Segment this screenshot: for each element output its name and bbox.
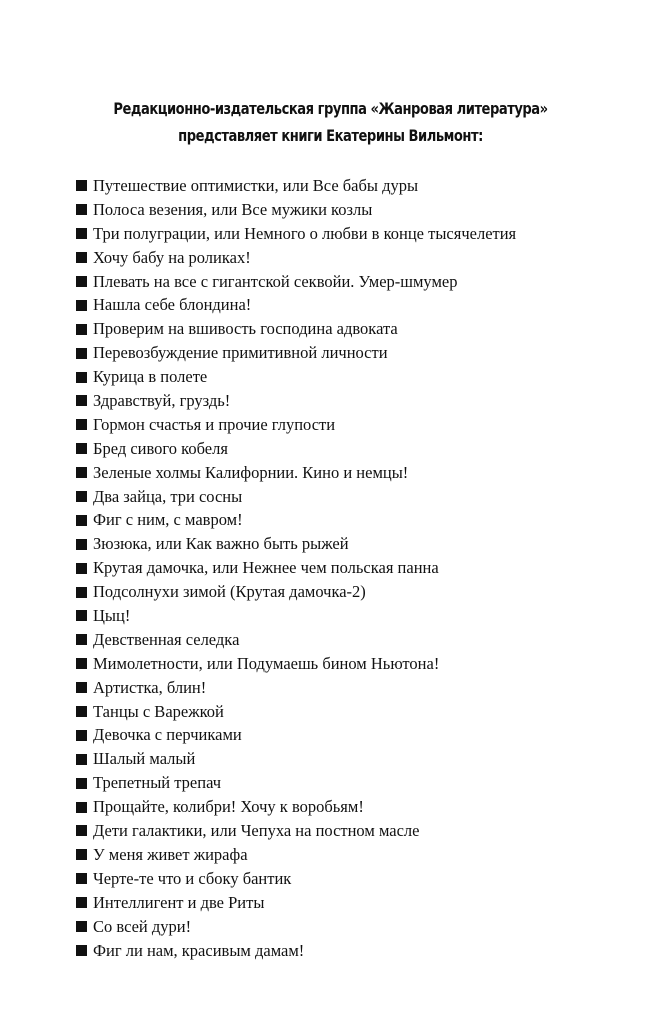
book-title: Путешествие оптимистки, или Все бабы дуры <box>93 176 419 195</box>
list-item <box>76 580 636 604</box>
list-item <box>76 293 636 317</box>
book-title: Шалый малый <box>93 749 196 769</box>
list-item <box>76 795 636 819</box>
book-title: Девственная селедка <box>93 629 240 649</box>
list-item <box>76 198 636 222</box>
page-header <box>59 95 601 149</box>
square-bullet-icon <box>76 204 87 215</box>
book-title: Перевозбуждение примитивной личности <box>93 343 388 363</box>
list-item <box>76 389 636 413</box>
list-item <box>76 604 636 628</box>
book-title: Дети галактики, или Чепуха на постном масле <box>93 821 420 841</box>
list-item <box>76 891 636 915</box>
book-title: Два зайца, три сосны <box>93 486 243 506</box>
book-title: Зюзюка, или Как важно быть рыжей <box>93 534 349 554</box>
list-item <box>76 532 636 556</box>
book-title: Черте-те что и сбоку бантик <box>93 868 292 888</box>
list-item <box>76 867 636 891</box>
square-bullet-icon <box>76 515 87 526</box>
book-title: Здравствуй, груздь! <box>93 391 231 411</box>
square-bullet-icon <box>76 300 87 311</box>
list-item <box>76 437 636 461</box>
book-title: Полоса везения, или Все мужики козлы <box>93 199 373 219</box>
square-bullet-icon <box>76 610 87 621</box>
list-item <box>76 556 636 580</box>
book-title: Фиг ли нам, красивым дамам! <box>93 940 305 960</box>
list-item <box>76 700 636 724</box>
square-bullet-icon <box>76 587 87 598</box>
book-title: Проверим на вшивость господина адвоката <box>93 319 398 339</box>
list-item <box>76 843 636 867</box>
list-item <box>76 771 636 795</box>
book-title: Бред сивого кобеля <box>93 438 228 458</box>
book-title: Нашла себе блондина! <box>93 295 252 315</box>
book-title: Зеленые холмы Калифорнии. Кино и немцы! <box>93 462 409 482</box>
book-title: Фиг с ним, с мавром! <box>93 510 243 530</box>
book-list <box>76 174 636 962</box>
square-bullet-icon <box>76 276 87 287</box>
book-title: Трепетный трепач <box>93 773 222 793</box>
list-item <box>76 652 636 676</box>
square-bullet-icon <box>76 730 87 741</box>
square-bullet-icon <box>76 252 87 263</box>
square-bullet-icon <box>76 802 87 813</box>
list-item <box>76 508 636 532</box>
list-item <box>76 939 636 963</box>
square-bullet-icon <box>76 754 87 765</box>
book-title: Интеллигент и две Риты <box>93 892 265 912</box>
list-item <box>76 270 636 294</box>
list-item <box>76 723 636 747</box>
square-bullet-icon <box>76 778 87 789</box>
square-bullet-icon <box>76 897 87 908</box>
book-title: Курица в полете <box>93 367 208 387</box>
square-bullet-icon <box>76 372 87 383</box>
list-item <box>76 222 636 246</box>
book-title: Три полуграции, или Немного о любви в конце тысячелетия <box>93 223 517 243</box>
square-bullet-icon <box>76 825 87 836</box>
square-bullet-icon <box>76 180 87 191</box>
square-bullet-icon <box>76 443 87 454</box>
square-bullet-icon <box>76 539 87 550</box>
list-item <box>76 174 636 198</box>
square-bullet-icon <box>76 706 87 717</box>
list-item <box>76 628 636 652</box>
square-bullet-icon <box>76 467 87 478</box>
square-bullet-icon <box>76 348 87 359</box>
square-bullet-icon <box>76 849 87 860</box>
list-item <box>76 341 636 365</box>
book-title: Прощайте, колибри! Хочу к воробьям! <box>93 797 364 817</box>
book-title: Со всей дури! <box>93 916 192 936</box>
square-bullet-icon <box>76 658 87 669</box>
book-title: Крутая дамочка, или Нежнее чем польская панна <box>93 558 439 578</box>
book-title: Артистка, блин! <box>93 677 207 697</box>
square-bullet-icon <box>76 324 87 335</box>
list-item <box>76 365 636 389</box>
square-bullet-icon <box>76 395 87 406</box>
book-title: Танцы с Варежкой <box>93 701 224 721</box>
list-item <box>76 485 636 509</box>
list-item <box>76 676 636 700</box>
book-title: У меня живет жирафа <box>93 844 248 864</box>
book-title: Хочу бабу на роликах! <box>93 247 251 267</box>
book-title: Плевать на все с гигантской секвойи. Умер-шмумер <box>93 271 458 291</box>
list-item <box>76 413 636 437</box>
header-line-2: представляет книги Екатерины Вильмонт: <box>178 126 483 145</box>
header-line-1: Редакционно-издательская группа «Жанровая литература» <box>113 99 548 118</box>
book-title: Цыц! <box>93 606 131 626</box>
square-bullet-icon <box>76 921 87 932</box>
square-bullet-icon <box>76 563 87 574</box>
square-bullet-icon <box>76 419 87 430</box>
book-title: Мимолетности, или Подумаешь бином Ньютона! <box>93 653 440 673</box>
book-title: Девочка с перчиками <box>93 725 242 745</box>
book-title: Гормон счастья и прочие глупости <box>93 414 336 434</box>
square-bullet-icon <box>76 873 87 884</box>
square-bullet-icon <box>76 491 87 502</box>
list-item <box>76 317 636 341</box>
list-item <box>76 747 636 771</box>
list-item <box>76 461 636 485</box>
book-title: Подсолнухи зимой (Крутая дамочка-2) <box>93 582 366 602</box>
list-item <box>76 819 636 843</box>
list-item <box>76 915 636 939</box>
list-item <box>76 246 636 270</box>
square-bullet-icon <box>76 634 87 645</box>
square-bullet-icon <box>76 945 87 956</box>
square-bullet-icon <box>76 228 87 239</box>
square-bullet-icon <box>76 682 87 693</box>
